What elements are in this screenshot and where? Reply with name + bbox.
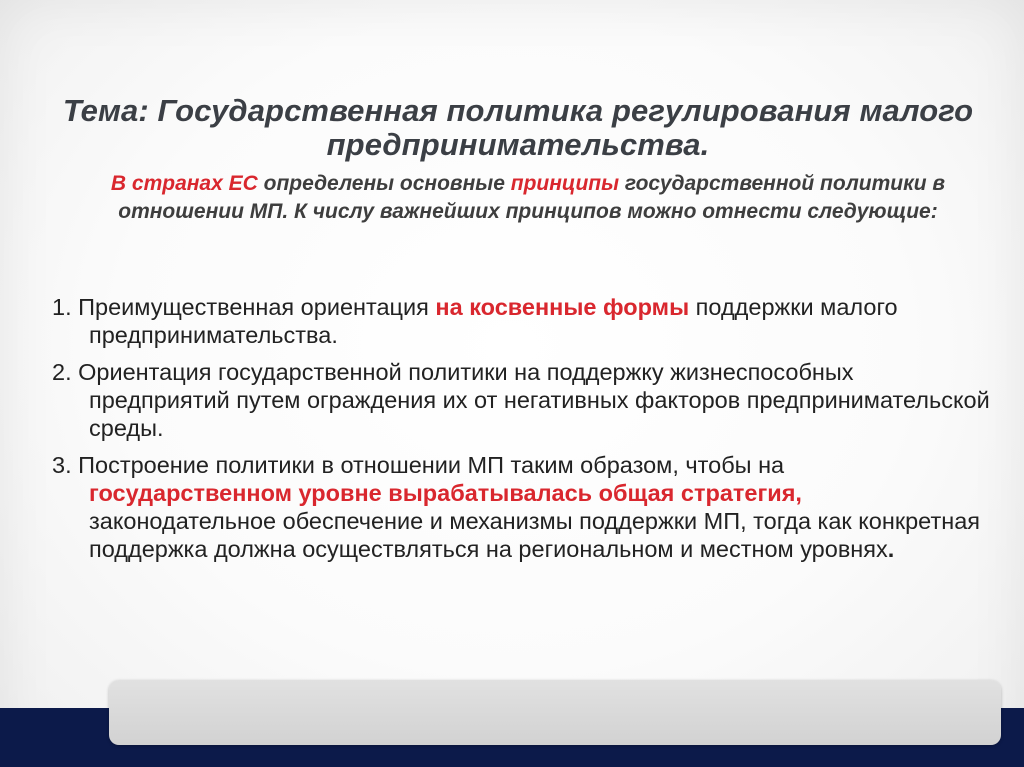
footer-bar — [109, 680, 1001, 745]
principle-3-text-end: законодательное обеспечение и механизмы поддержки МП, тогда как конкретная поддержка должна осуществляться на региональном и местном уровнях — [89, 508, 981, 562]
principle-1-text-end: поддержки малого предпринимательства. — [89, 294, 898, 348]
principle-1-highlight: на косвенные формы — [435, 294, 690, 320]
principle-2-text: 2. Ориентация государственной политики на поддержку жизнеспособных предприятий путем ограждения их от негативных факторов предпринимательской среды. — [52, 359, 990, 441]
principle-item-3 — [52, 451, 992, 563]
principle-3-highlight: государственном уровне вырабатывалась общая стратегия, — [89, 480, 802, 506]
intro-text-1: определены основные — [257, 172, 511, 195]
intro-highlight-principles: принципы — [510, 172, 620, 195]
principle-3-period: . — [887, 536, 895, 562]
intro-text-2: государственной политики в отношении МП. К числу важнейших принципов можно отнести следующие: — [118, 172, 946, 223]
principle-item-1 — [52, 293, 992, 349]
slide-title: Тема: Государственная политика регулирования малого предпринимательства. — [62, 93, 974, 162]
principle-item-2 — [52, 358, 992, 442]
intro-paragraph — [96, 170, 960, 226]
principle-3-text: 3. Построение политики в отношении МП таким образом, чтобы на — [52, 452, 785, 478]
principles-list — [52, 293, 992, 572]
principle-1-text: 1. Преимущественная ориентация — [52, 294, 436, 320]
intro-highlight-eu: В странах ЕС — [110, 172, 258, 195]
